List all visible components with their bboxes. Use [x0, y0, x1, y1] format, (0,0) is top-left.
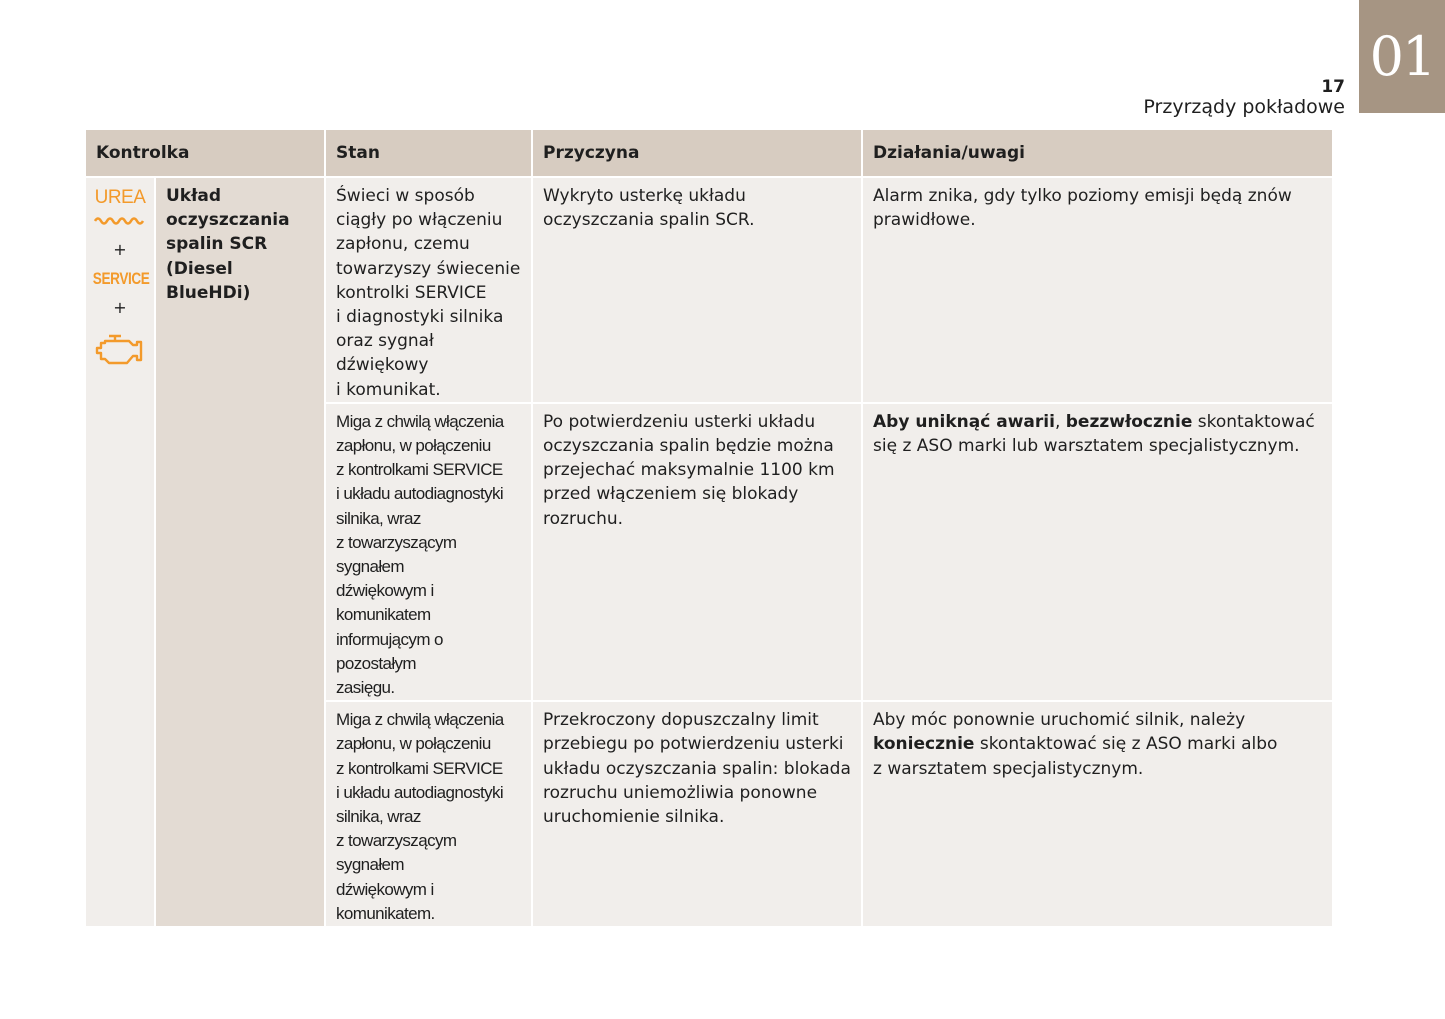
action-line: prawidłowe. — [873, 210, 976, 231]
state-line: kontrolki SERVICE — [336, 282, 487, 303]
state-line: i komunikat. — [336, 379, 441, 400]
cause-line: rozruchu. — [543, 508, 624, 529]
action-cell — [863, 702, 1332, 928]
table-header-row — [86, 130, 1332, 178]
state-line: z kontrolkami SERVICE — [336, 758, 503, 778]
state-line: zasięgu. — [336, 678, 395, 698]
cause-line: układu oczyszczania spalin: blokada — [543, 758, 851, 779]
state-line: dźwiękowym i komunikatem. — [336, 879, 435, 923]
action-line: Aby móc ponownie uruchomić silnik, należy — [873, 710, 1246, 731]
state-line: towarzyszy świecenie — [336, 258, 521, 279]
cause-cell — [533, 178, 863, 404]
state-line: z towarzyszącym sygnałem — [336, 532, 457, 577]
system-name-line: oczyszczania — [166, 210, 290, 231]
cause-line: przebiegu po potwierdzeniu usterki — [543, 734, 844, 755]
urea-label: UREA — [94, 187, 146, 208]
action-line: się z ASO marki lub warsztatem specjalistycznym. — [873, 436, 1300, 457]
action-text: skontaktować — [1192, 411, 1315, 432]
indicator-icons-cell — [86, 178, 156, 928]
column-header-action: Działania/uwagi — [863, 130, 1332, 178]
system-name-line: Układ — [166, 186, 222, 206]
action-cell — [863, 404, 1332, 702]
state-line: ciągły po włączeniu — [336, 210, 503, 231]
system-name-line: (Diesel BlueHDi) — [166, 258, 251, 303]
chapter-tab — [1359, 0, 1445, 113]
cause-cell — [533, 404, 863, 702]
action-bold-text: bezzwłocznie — [1065, 411, 1193, 432]
plus-sign: + — [113, 298, 127, 318]
state-line: Świeci w sposób — [336, 186, 475, 206]
cause-line: Po potwierdzeniu usterki układu — [543, 411, 816, 432]
urea-wave-icon — [94, 215, 146, 225]
state-line: silnika, wraz — [336, 508, 421, 528]
system-name-line: spalin SCR — [166, 234, 268, 255]
state-line: i układu autodiagnostyki — [336, 782, 504, 802]
service-warning-icon: SERVICE — [92, 269, 150, 289]
column-header-cause: Przyczyna — [533, 130, 863, 178]
action-bold-text: koniecznie — [873, 734, 975, 755]
action-bold-text: Aby uniknąć awarii — [873, 411, 1055, 432]
state-line: oraz sygnał dźwiękowy — [336, 331, 434, 376]
state-line: silnika, wraz — [336, 807, 421, 827]
state-cell — [326, 702, 533, 928]
warning-lights-table — [86, 130, 1332, 928]
state-line: z kontrolkami SERVICE — [336, 460, 503, 480]
action-cell — [863, 178, 1332, 404]
state-cell — [326, 178, 533, 404]
column-header-state: Stan — [326, 130, 533, 178]
urea-warning-icon — [92, 188, 148, 232]
state-cell — [326, 404, 533, 702]
state-line: z towarzyszącym sygnałem — [336, 831, 457, 875]
state-line: informującym o pozostałym — [336, 629, 443, 673]
state-line: Miga z chwilą włączenia — [336, 411, 504, 431]
cause-line: Przekroczony dopuszczalny limit — [543, 710, 819, 731]
action-text: skontaktować się z ASO marki albo — [974, 734, 1278, 755]
state-line: zapłonu, czemu — [336, 234, 470, 255]
cause-line: Wykryto usterkę układu — [543, 186, 746, 206]
action-line: Alarm znika, gdy tylko poziomy emisji będą znów — [873, 186, 1292, 206]
cause-line: uruchomienie silnika. — [543, 807, 725, 828]
engine-check-icon — [95, 332, 145, 375]
column-header-indicator: Kontrolka — [86, 130, 326, 178]
action-line: z warsztatem specjalistycznym. — [873, 758, 1144, 779]
state-line: Miga z chwilą włączenia — [336, 710, 504, 730]
state-line: i diagnostyki silnika — [336, 307, 504, 328]
plus-sign: + — [113, 240, 127, 260]
system-name-cell — [156, 178, 326, 928]
cause-line: przejechać maksymalnie 1100 km — [543, 460, 835, 481]
table-row — [86, 178, 1332, 404]
state-line: dźwiękowym i komunikatem — [336, 581, 434, 625]
cause-line: przed włączeniem się blokady — [543, 484, 799, 505]
cause-cell — [533, 702, 863, 928]
cause-line: rozruchu uniemożliwia ponowne — [543, 782, 818, 803]
cause-line: oczyszczania spalin SCR. — [543, 210, 755, 231]
chapter-number: 01 — [1369, 25, 1435, 88]
section-title: Przyrządy pokładowe — [1143, 96, 1345, 118]
cause-line: oczyszczania spalin będzie można — [543, 436, 834, 457]
page-number: 17 — [1321, 77, 1345, 97]
state-line: i układu autodiagnostyki — [336, 484, 504, 504]
state-line: zapłonu, w połączeniu — [336, 436, 491, 456]
action-text: , — [1054, 411, 1066, 432]
state-line: zapłonu, w połączeniu — [336, 734, 491, 754]
